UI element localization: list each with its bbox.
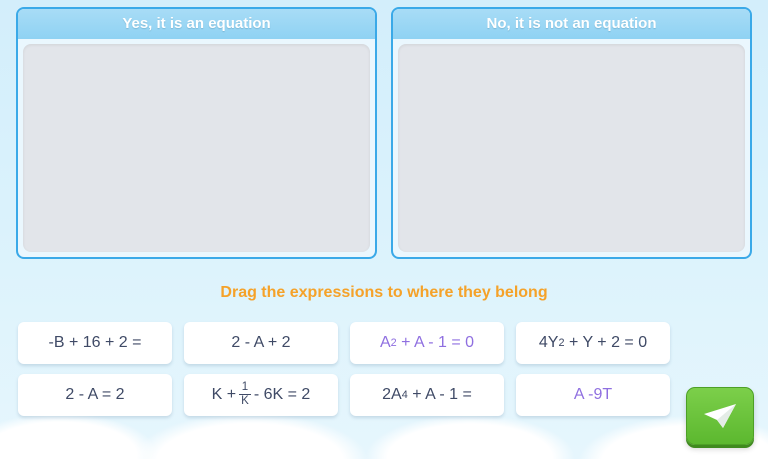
submit-button[interactable] [686,387,754,445]
paper-plane-icon [703,403,737,429]
dropzone-no-area[interactable] [398,44,745,252]
expression-text: A 2 + A - 1 = 0 [379,334,475,351]
expression-tile[interactable] [184,322,338,364]
expression-text: K + $\frac{1}{K}$ - 6K = 2 [211,381,311,407]
dropzone-no[interactable] [391,7,752,259]
expression-tile[interactable] [350,322,504,364]
expression-tile[interactable] [350,374,504,416]
expression-text: 2 - A = 2 [65,386,125,403]
expression-tile[interactable] [516,374,670,416]
dropzone-yes-area[interactable] [23,44,370,252]
expression-tile-list [18,322,680,416]
expression-tile[interactable] [18,322,172,364]
dropzone-yes-title: Yes, it is an equation [18,9,375,39]
expression-tile[interactable] [516,322,670,364]
expression-text: 2 - A + 2 [231,334,291,351]
expression-tile[interactable] [184,374,338,416]
instruction-text: Drag the expressions to where they belong [220,284,548,301]
fraction-one-over-k: $\frac{1}{K}$ [241,381,249,407]
dropzone-no-title: No, it is not an equation [393,9,750,39]
dropzone-yes[interactable] [16,7,377,259]
expression-tile[interactable] [18,374,172,416]
expression-text: -B + 16 + 2 = [48,334,142,351]
expression-text: A -9T [573,386,613,403]
dropzone-row [16,7,752,259]
expression-text: 2A 4 + A - 1 = [382,386,472,403]
expression-text: 4Y 2 + Y + 2 = 0 [538,334,648,351]
